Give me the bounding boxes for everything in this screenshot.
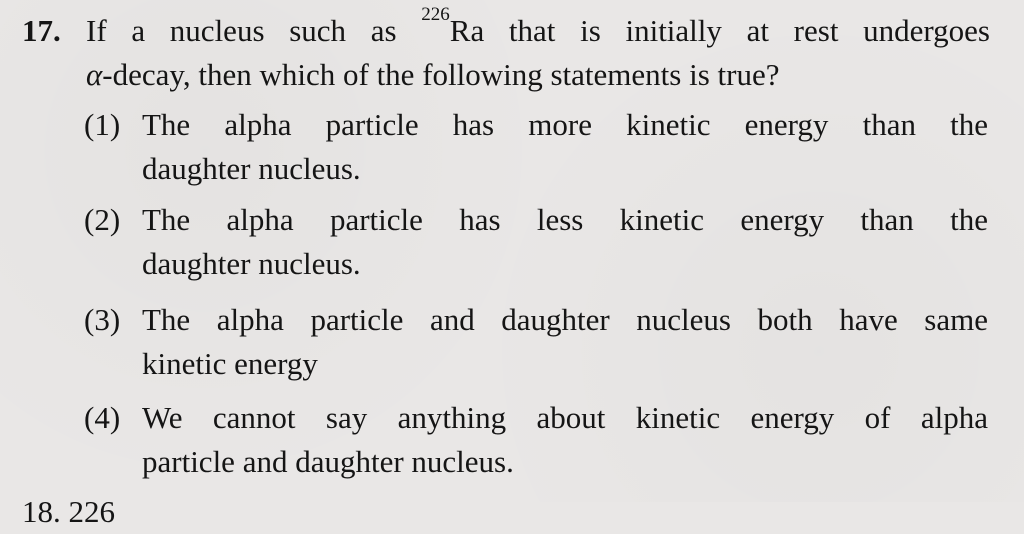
option-text-line-1: The alpha particle has less kinetic energy than the <box>142 202 988 237</box>
option-text-line-2: daughter nucleus. <box>142 246 361 281</box>
option-text-line-2: daughter nucleus. <box>142 151 361 186</box>
option-text-line-1: The alpha particle has more kinetic energy than the <box>142 107 988 142</box>
question-number: 17. <box>22 13 61 48</box>
option-number: (1) <box>84 107 121 142</box>
option-1 <box>84 103 988 191</box>
option-2 <box>84 198 988 286</box>
option-number: (2) <box>84 202 121 237</box>
option-3 <box>84 298 988 386</box>
question-17 <box>22 4 997 97</box>
alpha-symbol: α <box>86 57 103 92</box>
next-question-fragment: 18. 226 <box>22 494 115 529</box>
option-number: (3) <box>84 302 121 337</box>
isotope-mass-number: 226 <box>421 4 450 25</box>
question-text-line-1: If a nucleus such as $^{226}$Ra that is initially at rest undergoes <box>86 4 990 48</box>
question-text-line-2: α-decay, then which of the following statements is true? <box>86 57 780 92</box>
option-text-line-2: particle and daughter nucleus. <box>142 444 514 479</box>
option-4 <box>84 396 988 484</box>
option-number: (4) <box>84 400 121 435</box>
option-text-line-1: The alpha particle and daughter nucleus both have same <box>142 302 988 337</box>
option-text-line-1: We cannot say anything about kinetic energy of alpha <box>142 400 988 435</box>
option-text-line-2: kinetic energy <box>142 346 318 381</box>
